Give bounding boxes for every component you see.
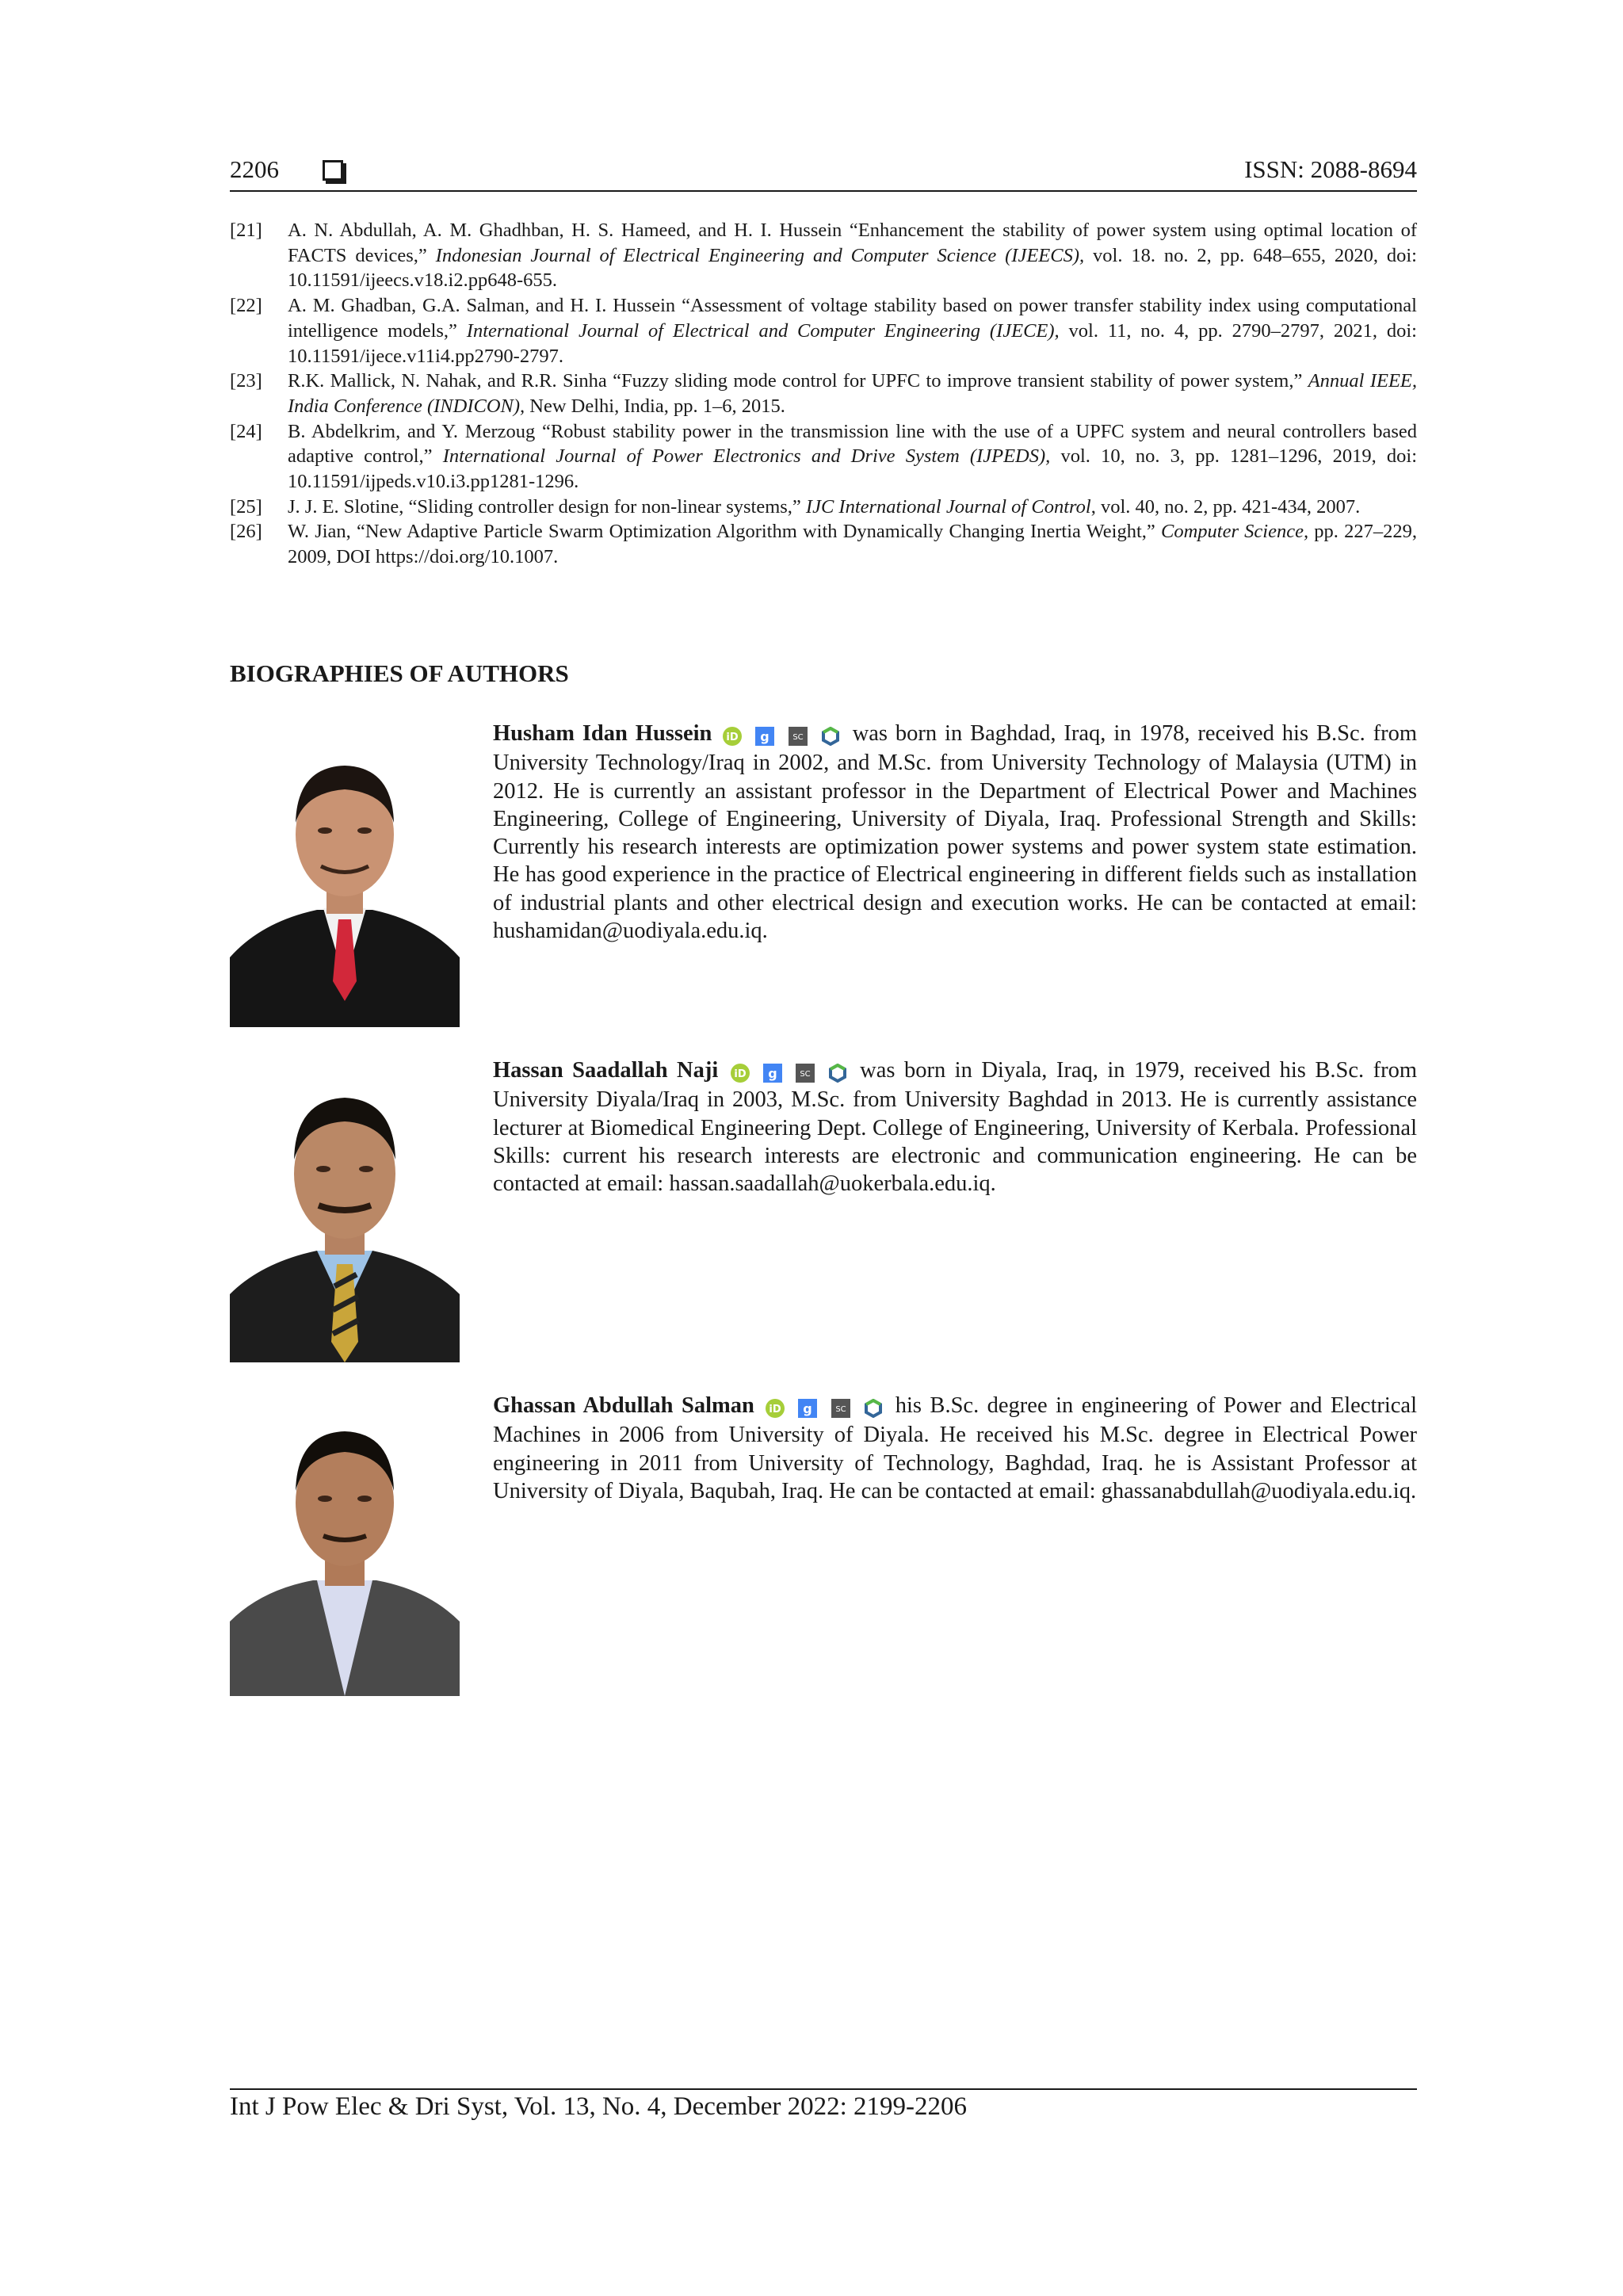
reference-journal: IJC International Journal of Control <box>805 495 1091 518</box>
author-bio-body: was born in Baghdad, Iraq, in 1978, received his B.Sc. from University Technology/Iraq in 2002, and M.Sc. from University Technology of Malaysia (UTM) in 2012. He is currently an assistant professor in the Department of Electrical Power and Machines Engineering, College of Engineering, University of Diyala, Iraq. Professional Strength and Skills: Currently his research interests are optimization power systems and power system state estimation. He has good experience in the practice of Electrical engineering in different fields such as installation of industrial plants and other electrical design and execution works. He can be contacted at email: hushamidan@uodiyala.edu.iq. <box>493 721 1418 944</box>
reference-number: [22] <box>230 295 262 317</box>
issn: ISSN: 2088-8694 <box>1244 155 1417 183</box>
reference-journal: Indonesian Journal of Electrical Engineering and Computer Science (IJEECS), <box>435 244 1085 266</box>
reference-details: vol. 11, no. 4, pp. 2790–2797, 2021, doi: 10.11591/ijece.v11i4.pp2790-2797. <box>288 319 1417 367</box>
reference-number: [23] <box>230 370 262 392</box>
reference-journal: Annual IEEE, India Conference (INDICON), <box>288 370 1418 417</box>
author-bio-body: his B.Sc. degree in engineering of Power and Electrical Machines in 2006 from University of Diyala. He received his M.Sc. degree in Electrical Power engineering in 2011 from University of Technology, Baghdad, Iraq. he is Assistant Professor at University of Diyala, Baqubah, Iraq. He can be contacted at email: ghassanabdullah@uodiyala.edu.iq. <box>493 1393 1417 1503</box>
reference-item <box>230 519 1417 569</box>
reference-text: R.K. Mallick, N. Nahak, and R.R. Sinha “Fuzzy sliding mode control for UPFC to improve transient stability of power system,” <box>288 370 1308 392</box>
checkbox-square-icon <box>323 160 343 181</box>
header-rule <box>230 190 1417 192</box>
reference-details: vol. 10, no. 3, pp. 1281–1296, 2019, doi: 10.11591/ijpeds.v10.i3.pp1281-1296. <box>288 445 1418 493</box>
scopus-icon[interactable] <box>796 1064 815 1083</box>
reference-details: vol. 18. no. 2, pp. 648–655, 2020, doi: 10.11591/ijeecs.v18.i2.pp648-655. <box>288 244 1417 292</box>
author-name: Ghassan Abdullah Salman <box>493 1393 754 1418</box>
google-scholar-icon[interactable] <box>763 1064 782 1083</box>
author-photo <box>230 720 460 1027</box>
footer-rule <box>230 2088 1417 2090</box>
page-header <box>230 155 1417 195</box>
reference-journal: International Journal of Electrical and Computer Engineering (IJECE), <box>466 319 1060 342</box>
reference-number: [21] <box>230 220 262 241</box>
orcid-icon[interactable] <box>723 727 742 746</box>
author-bio-body: was born in Diyala, Iraq, in 1979, received his B.Sc. from University Diyala/Iraq in 2003, M.Sc. from University Baghdad in 2013. He is currently assistance lecturer at Biomedical Engineering Dept. College of Engineering, University of Kerbala. Professional Skills: current his research interests are electronic and communication engineering. He can be contacted at email: hassan.saadallah@uokerbala.edu.iq. <box>493 1058 1417 1197</box>
author-bio-text <box>493 720 1417 945</box>
reference-number: [24] <box>230 420 262 442</box>
google-scholar-icon[interactable] <box>798 1399 817 1418</box>
svg-text:SC: SC <box>834 1405 846 1415</box>
orcid-icon[interactable] <box>766 1399 785 1418</box>
svg-text:SC: SC <box>792 733 804 743</box>
author-name: Husham Idan Hussein <box>493 721 712 746</box>
svg-text:g: g <box>803 1401 813 1417</box>
reference-text: J. J. E. Slotine, “Sliding controller design for non-linear systems,” <box>288 495 806 518</box>
profile-icons <box>766 1393 890 1421</box>
reference-text: W. Jian, “New Adaptive Particle Swarm Optimization Algorithm with Dynamically Changing Inertia Weight,” <box>288 521 1161 543</box>
google-scholar-icon[interactable] <box>755 727 774 746</box>
scopus-icon[interactable] <box>789 727 808 746</box>
reference-details: , vol. 40, no. 2, pp. 421-434, 2007. <box>1090 495 1361 518</box>
profile-icons <box>723 721 847 749</box>
publons-icon[interactable] <box>821 727 840 746</box>
scopus-icon[interactable] <box>831 1399 850 1418</box>
reference-item <box>230 419 1417 495</box>
reference-item <box>230 495 1417 520</box>
reference-details: pp. 227–229, 2009, DOI https://doi.org/10.1007. <box>288 521 1417 568</box>
author-bio-text <box>493 1392 1417 1505</box>
reference-journal: International Journal of Power Electronics and Drive System (IJPEDS), <box>442 445 1051 468</box>
references-list <box>230 218 1417 570</box>
svg-text:iD: iD <box>734 1068 747 1081</box>
reference-text: A. N. Abdullah, A. M. Ghadhban, H. S. Hameed, and H. I. Hussein “Enhancement the stability of power system using optimal location of FACTS devices,” <box>288 220 1417 266</box>
reference-text: A. M. Ghadban, G.A. Salman, and H. I. Hussein “Assessment of voltage stability based on power transfer stability index using computational intelligence models,” <box>288 295 1417 342</box>
page-footer: Int J Pow Elec & Dri Syst, Vol. 13, No. 4, December 2022: 2199-2206 <box>230 2092 968 2121</box>
reference-number: [26] <box>230 521 262 543</box>
author-name: Hassan Saadallah Naji <box>493 1058 719 1083</box>
biographies-heading: BIOGRAPHIES OF AUTHORS <box>230 659 569 687</box>
svg-text:SC: SC <box>800 1070 811 1079</box>
page-number: 2206 <box>230 155 279 183</box>
publons-icon[interactable] <box>864 1399 883 1418</box>
author-photo <box>230 1392 460 1696</box>
svg-text:iD: iD <box>726 732 739 744</box>
reference-item <box>230 218 1417 293</box>
author-bio-text <box>493 1056 1417 1198</box>
reference-journal: Computer Science, <box>1160 521 1309 543</box>
reference-item <box>230 369 1417 418</box>
svg-text:g: g <box>760 729 770 745</box>
profile-icons <box>731 1058 855 1086</box>
reference-number: [25] <box>230 495 262 518</box>
author-photo <box>230 1056 460 1362</box>
orcid-icon[interactable] <box>731 1064 750 1083</box>
svg-text:iD: iD <box>769 1404 781 1416</box>
reference-text: B. Abdelkrim, and Y. Merzoug “Robust stability power in the transmission line with the use of a UPFC system and neural controllers based adaptive control,” <box>288 420 1417 468</box>
svg-text:g: g <box>768 1066 777 1082</box>
reference-item <box>230 293 1417 369</box>
publons-icon[interactable] <box>828 1064 847 1083</box>
reference-details: New Delhi, India, pp. 1–6, 2015. <box>525 395 785 417</box>
